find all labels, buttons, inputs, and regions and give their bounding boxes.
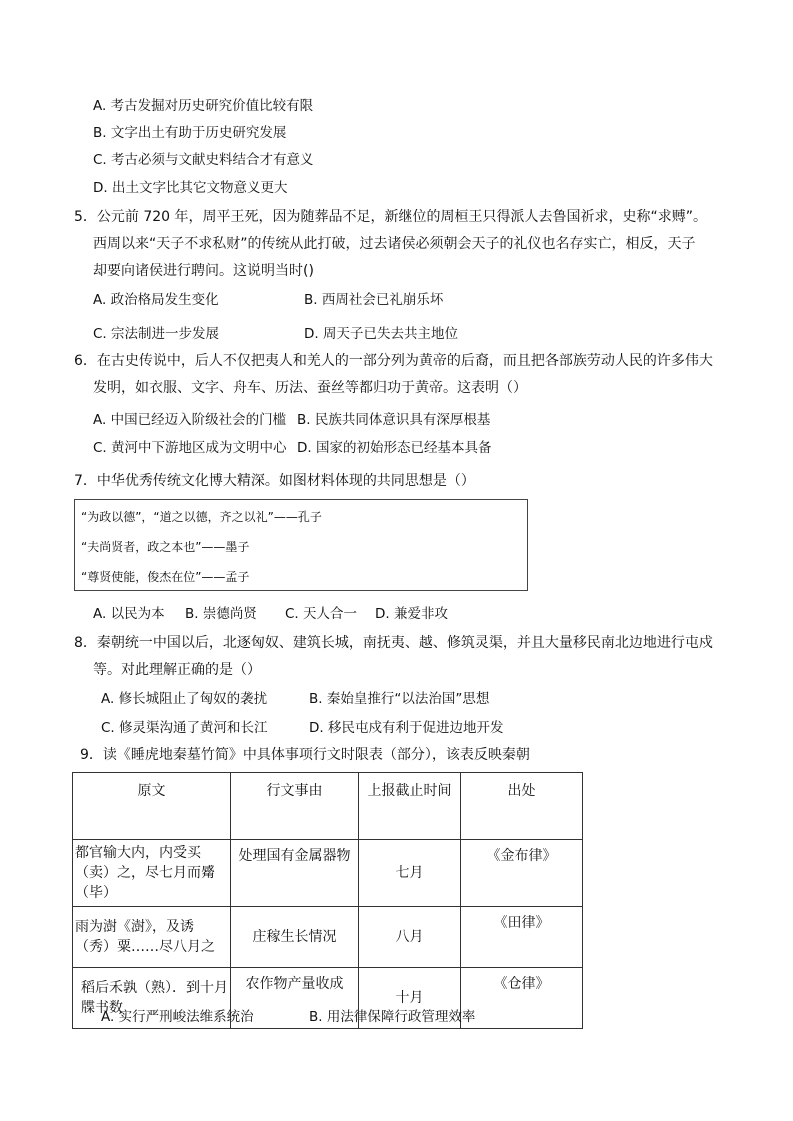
q7-option-c: C. 天人合一 [285,606,358,622]
q7-option-d: D. 兼爱非攻 [375,606,448,622]
q5-option-a: A. 政治格局发生变化 [93,292,219,308]
table-header-row [73,773,583,840]
q6-stem-line-2: 发明，如衣服、文字、舟车、历法、蚕丝等都归功于黄帝。这表明（） [93,380,527,396]
table-cell: 《金布律》 [461,840,583,907]
table-cell: 稻后禾孰（熟）．到十月牒书数 [73,968,231,1029]
q9-table [72,772,583,1029]
table-cell: 都官输大内，内受买（卖）之，尽七月而觱（毕） [73,840,231,907]
table-cell: 雨为澍《澍》，及诱（秀）粟……尽八月之 [73,907,231,968]
q7-option-a: A. 以民为本 [93,606,165,622]
q9-stem: 9．读《睡虎地秦墓竹简》中具体事项行文时限表（部分），该表反映秦朝 [80,747,530,763]
table-header-cell: 出处 [461,773,583,840]
q5-option-c: C. 宗法制进一步发展 [93,326,220,342]
table-header-cell: 上报截止时间 [359,773,461,840]
table-header-cell: 行文事由 [231,773,359,840]
q4-option-c: C. 考古必须与文献史料结合才有意义 [93,152,314,168]
q7-quote-box [74,499,528,591]
table-cell: 八月 [359,907,461,968]
q7-quote-1: “为政以德”，“道之以德，齐之以礼”——孔子 [81,510,322,524]
table-header-cell: 原文 [73,773,231,840]
q6-option-c: C. 黄河中下游地区成为文明中心 [93,440,287,456]
q8-option-c: C. 修灵渠沟通了黄河和长江 [101,720,268,736]
q8-option-b: B. 秦始皇推行“以法治国”思想 [309,691,490,707]
table-cell: 农作物产量收成 [231,968,359,1029]
q6-option-d: D. 国家的初始形态已经基本具备 [297,440,492,456]
q6-option-a: A. 中国已经迈入阶级社会的门槛 [93,412,287,428]
table-cell: 处理国有金属器物 [231,840,359,907]
q9-option-a: A. 实行严刑峻法维系统治 [101,1009,254,1025]
q4-option-a: A. 考古发掘对历史研究价值比较有限 [93,98,314,114]
q7-quote-2: “夫尚贤者，政之本也”——墨子 [81,540,250,554]
q8-stem-line-2: 等。对此理解正确的是（） [93,662,261,678]
table-cell: 庄稼生长情况 [231,907,359,968]
q7-stem: 7．中华优秀传统文化博大精深。如图材料体现的共同思想是（） [74,473,475,489]
q7-quote-3: “尊贤使能，俊杰在位”——孟子 [81,570,250,584]
q4-option-d: D. 出土文字比其它文物意义更大 [93,180,288,196]
q8-option-d: D. 移民屯戍有利于促进边地开发 [309,720,504,736]
q5-option-d: D. 周天子已失去共主地位 [304,326,458,342]
table-cell: 《田律》 [461,907,583,968]
table-cell: 十月 [359,968,461,1029]
q5-option-b: B. 西周社会已礼崩乐坏 [304,292,444,308]
q5-stem-line-2: 西周以来“天子不求私财”的传统从此打破，过去诸侯必须朝会天子的礼仪也名存实亡，相反，天子 [93,236,696,252]
q9-option-b: B. 用法律保障行政管理效率 [309,1009,476,1025]
q6-option-b: B. 民族共同体意识具有深厚根基 [297,412,491,428]
table-row [73,840,583,907]
q7-option-b: B. 崇德尚贤 [185,606,257,622]
q4-option-b: B. 文字出土有助于历史研究发展 [93,125,287,141]
q5-stem-line-3: 却要向诸侯进行聘问。这说明当时() [93,263,314,279]
table-cell: 七月 [359,840,461,907]
q5-stem-line-1: 5．公元前 720 年，周平王死，因为随葬品不足，新继位的周桓王只得派人去鲁国祈求，史称“求赙”。 [74,209,708,225]
table-row [73,907,583,968]
q8-option-a: A. 修长城阻止了匈奴的袭扰 [101,691,268,707]
q6-stem-line-1: 6．在古史传说中，后人不仅把夷人和羌人的一部分列为黄帝的后裔，而且把各部族劳动人民的许多伟大 [74,353,713,369]
q8-stem-line-1: 8．秦朝统一中国以后，北逐匈奴、建筑长城，南抚夷、越、修筑灵渠，并且大量移民南北边地进行屯戍 [74,635,713,651]
table-cell: 《仓律》 [461,968,583,1029]
